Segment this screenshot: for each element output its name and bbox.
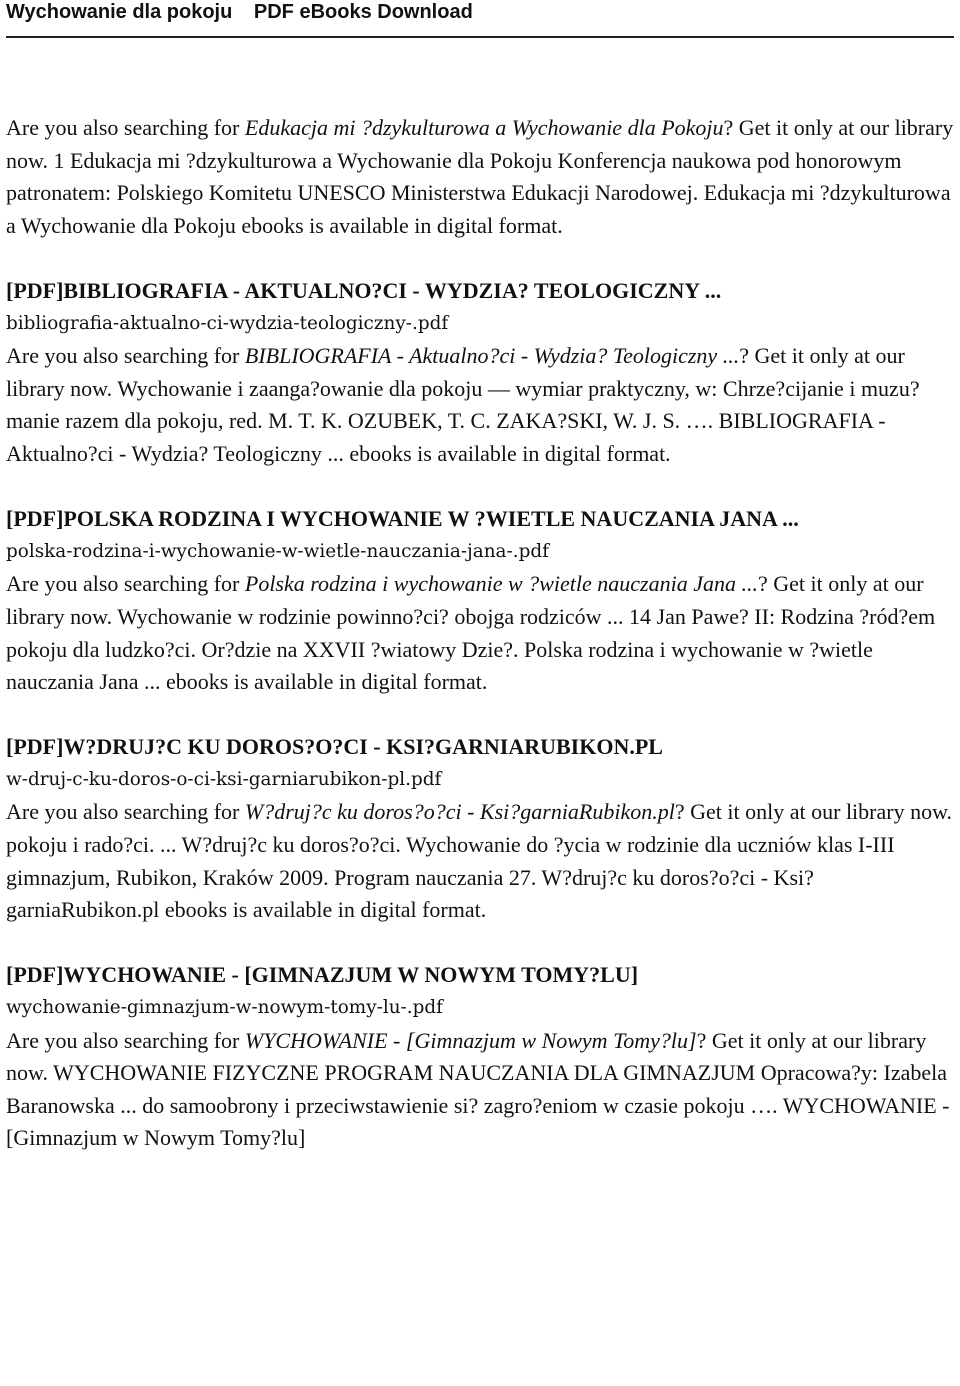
entry-polska-rodzina xyxy=(6,503,956,699)
intro-prefix: Are you also searching for xyxy=(6,115,245,140)
entry-bibliografia xyxy=(6,275,956,471)
entry-title[interactable]: [PDF]BIBLIOGRAFIA - AKTUALNO?CI - WYDZIA? TEOLOGICZNY ... xyxy=(6,277,722,303)
entry-description xyxy=(6,568,956,698)
entry-body-text: ? Get it only at our library now. Wychowanie w rodzinie powinno?ci? obojga rodziców ... 14 Jan Pawe? II: Rodzina ?ród?em pokoju dla ludzko?ci. Or?dzie na XXVII ?wiatowy Dzie?. Polska rodzina i wychowanie w ?wietle nauczania Jana ... ebooks is available in digital format. xyxy=(6,571,936,695)
intro-body: ? Get it only at our library now. 1 Edukacja mi ?dzykulturowa a Wychowanie dla Pokoju Konferencja naukowa pod honorowym patronatem: Polskiego Komitetu UNESCO Ministerstwa Edukacji Narodowej. Edukacja mi ?dzykulturowa a Wychowanie dla Pokoju ebooks is available in digital format. xyxy=(6,115,954,238)
intro-paragraph xyxy=(6,112,956,242)
entry-filename: w-druj-c-ku-doros-o-ci-ksi-garniarubikon-pl.pdf xyxy=(6,768,442,790)
entry-prefix: Are you also searching for xyxy=(6,571,245,597)
intro-query: Edukacja mi ?dzykulturowa a Wychowanie dla Pokoju xyxy=(244,115,724,140)
entry-query: WYCHOWANIE - [Gimnazjum w Nowym Tomy?lu] xyxy=(244,1027,697,1053)
entry-prefix: Are you also searching for xyxy=(6,343,245,369)
entry-title[interactable]: [PDF]POLSKA RODZINA I WYCHOWANIE W ?WIETLE NAUCZANIA JANA ... xyxy=(6,506,799,532)
entry-wychowanie-gimnazjum xyxy=(6,959,956,1155)
entry-body-text: ? Get it only at our library now. WYCHOWANIE FIZYCZNE PROGRAM NAUCZANIA DLA GIMNAZJUM Opracowa?y: Izabela Baranowska ... do samoobrony i przeciwstawienie si? zagro?eniom w czasie pokoju …. WYCHOWANIE - [Gimnazjum w Nowym Tomy?lu] xyxy=(6,1027,950,1151)
entry-title[interactable]: [PDF]WYCHOWANIE - [GIMNAZJUM W NOWYM TOMY?LU] xyxy=(6,962,639,988)
header-subtitle: PDF eBooks Download xyxy=(253,1,473,23)
entry-filename: bibliografia-aktualno-ci-wydzia-teologiczny-.pdf xyxy=(6,312,449,334)
entry-wedrujac xyxy=(6,731,956,927)
page-header xyxy=(6,0,954,38)
header-title: Wychowanie dla pokoju xyxy=(6,1,233,23)
document-content xyxy=(6,112,956,1155)
entry-title[interactable]: [PDF]W?DRUJ?C KU DOROS?O?CI - KSI?GARNIARUBIKON.PL xyxy=(6,734,663,760)
entry-prefix: Are you also searching for xyxy=(6,799,245,825)
entry-query: Polska rodzina i wychowanie w ?wietle nauczania Jana ... xyxy=(244,571,758,597)
entry-query: BIBLIOGRAFIA - Aktualno?ci - Wydzia? Teologiczny ... xyxy=(244,343,740,369)
entry-prefix: Are you also searching for xyxy=(6,1027,245,1053)
entry-description xyxy=(6,796,956,926)
entry-query: W?druj?c ku doros?o?ci - Ksi?garniaRubikon.pl xyxy=(244,799,675,825)
entry-body-text: ? Get it only at our library now. pokoju i rado?ci. ... W?druj?c ku doros?o?ci. Wychowanie do ?ycia w rodzinie dla uczniów klas I-III gimnazjum, Rubikon, Kraków 2009. Program nauczania 27. W?druj?c ku doros?o?ci - Ksi?garniaRubikon.pl ebooks is available in digital format. xyxy=(6,799,953,923)
entry-description xyxy=(6,340,956,470)
entry-description xyxy=(6,1025,956,1155)
entry-filename: wychowanie-gimnazjum-w-nowym-tomy-lu-.pdf xyxy=(6,997,443,1019)
entry-filename: polska-rodzina-i-wychowanie-w-wietle-nauczania-jana-.pdf xyxy=(6,540,549,562)
entry-body-text: ? Get it only at our library now. Wychowanie i zaanga?owanie dla pokoju — wymiar praktyczny, w: Chrze?cijanie i muzu?manie razem dla pokoju, red. M. T. K. OZUBEK, T. C. ZAKA?SKI, W. J. S. …. BIBLIOGRAFIA - Aktualno?ci - Wydzia? Teologiczny ... ebooks is available in digital format. xyxy=(6,343,920,466)
